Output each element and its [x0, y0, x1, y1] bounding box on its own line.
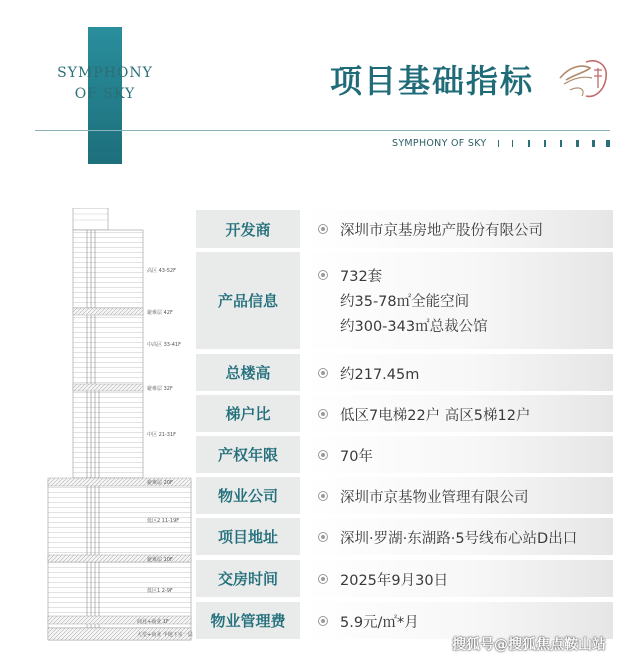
label-refuge-10: 避难层 10F — [147, 557, 173, 563]
subtitle: SYMPHONY OF SKY — [392, 138, 487, 149]
bullet-icon — [318, 409, 328, 419]
bullet-icon — [318, 491, 328, 501]
row-label: 项目地址 — [196, 518, 300, 555]
row-value-text: 70年 — [340, 449, 373, 465]
row-developer — [196, 210, 613, 248]
label-high-zone: 高区 43-52F — [147, 268, 176, 274]
row-label: 梯户比 — [196, 395, 300, 432]
row-value-text: 约217.45m — [340, 367, 420, 383]
bullet-icon — [318, 574, 328, 584]
row-label: 开发商 — [196, 210, 300, 248]
row-value-text: 约300-343㎡总裁公馆 — [340, 319, 488, 335]
row-value-text: 5.9元/㎡*月 — [340, 615, 419, 631]
bullet-icon — [318, 616, 328, 626]
label-low1-zone: 低区1 2-9F — [147, 588, 173, 594]
row-value-text: 732套 — [340, 269, 383, 285]
logo-text-line1: SYMPHONY — [57, 65, 153, 81]
row-label: 交房时间 — [196, 560, 300, 597]
bullet-icon — [318, 450, 328, 460]
row-label: 产权年限 — [196, 436, 300, 473]
page-title: 项目基础指标 — [330, 62, 535, 100]
label-podium: 商业+商业 1F — [137, 619, 169, 625]
row-property-company — [196, 477, 613, 514]
row-value-text: 深圳·罗湖·东湖路·5号线布心站D出口 — [340, 531, 578, 547]
row-label: 物业管理费 — [196, 602, 300, 639]
label-basement: 大堂+商业 半地下室一层 — [137, 632, 193, 638]
bullet-icon — [318, 532, 328, 542]
label-mid-high-zone: 中高区 33-41F — [147, 342, 181, 348]
label-refuge-20: 避难层 20F — [147, 480, 173, 486]
row-value-text: 约35-78㎡全能空间 — [340, 294, 470, 310]
row-project-address — [196, 518, 613, 555]
building-section-diagram — [45, 208, 195, 648]
header-divider — [35, 130, 610, 131]
calligraphy-emblem-icon — [556, 56, 614, 102]
row-label: 总楼高 — [196, 354, 300, 391]
row-building-height — [196, 354, 613, 391]
source-watermark: 搜狐号@搜狐焦点鞍山站 — [452, 637, 606, 653]
bullet-icon — [318, 224, 328, 234]
label-mid-zone: 中区 21-31F — [147, 432, 176, 438]
row-label: 产品信息 — [196, 252, 300, 349]
label-refuge-32: 避难层 32F — [147, 386, 173, 392]
row-product-info — [196, 252, 613, 349]
row-value-text: 深圳市京基房地产股份有限公司 — [340, 223, 543, 239]
row-property-term — [196, 436, 613, 473]
row-label: 物业公司 — [196, 477, 300, 514]
bullet-icon — [318, 368, 328, 378]
row-value-text: 2025年9月30日 — [340, 573, 449, 589]
row-value-text: 深圳市京基物业管理有限公司 — [340, 490, 529, 506]
bullet-icon — [318, 270, 328, 280]
row-value-text: 低区7电梯22户 高区5梯12户 — [340, 408, 531, 424]
row-elevator-ratio — [196, 395, 613, 432]
row-delivery-date — [196, 560, 613, 597]
label-refuge-42: 避难层 42F — [147, 310, 173, 316]
logo-text-line2: OF SKY — [74, 86, 136, 102]
label-low2-zone: 低区2 11-19F — [147, 518, 180, 524]
